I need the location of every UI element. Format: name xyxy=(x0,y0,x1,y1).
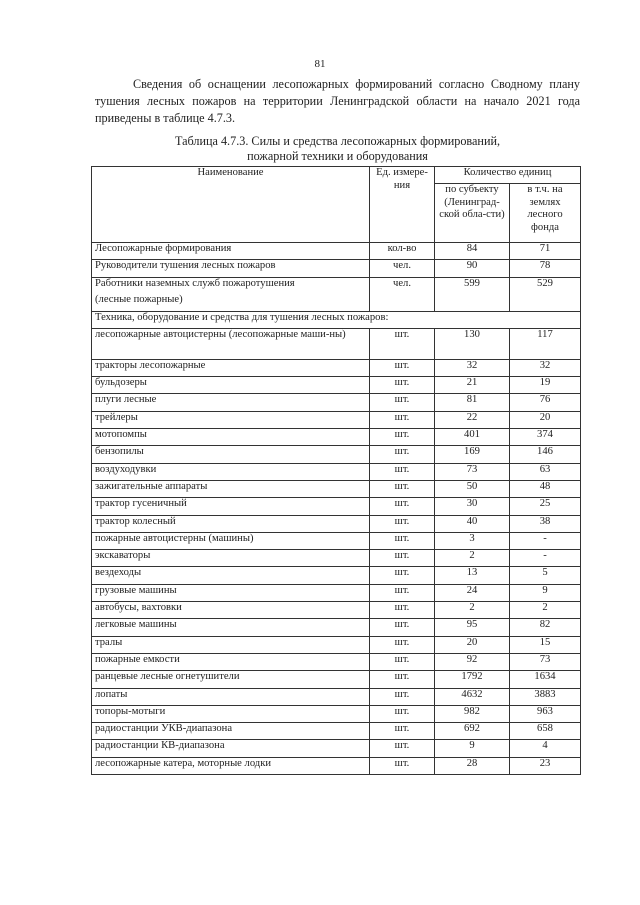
row-name: легковые машины xyxy=(92,619,370,636)
row-name: трейлеры xyxy=(92,411,370,428)
row-subject-value: 1792 xyxy=(435,671,510,688)
row-unit: шт. xyxy=(370,446,435,463)
row-subject-value: 24 xyxy=(435,584,510,601)
row-name: пожарные автоцистерны (машины) xyxy=(92,532,370,549)
row-subject-value: 21 xyxy=(435,377,510,394)
row-forest-value: 78 xyxy=(510,260,581,277)
row-subject-value: 32 xyxy=(435,359,510,376)
row-name: воздуходувки xyxy=(92,463,370,480)
row-name: плуги лесные xyxy=(92,394,370,411)
row-forest-value: 19 xyxy=(510,377,581,394)
table-row xyxy=(92,429,581,446)
row-subject-value: 169 xyxy=(435,446,510,463)
row-subject-value: 982 xyxy=(435,705,510,722)
row-forest-value: 76 xyxy=(510,394,581,411)
table-row xyxy=(92,446,581,463)
table-row xyxy=(92,515,581,532)
row-forest-value: 1634 xyxy=(510,671,581,688)
table-row xyxy=(92,602,581,619)
row-name: бензопилы xyxy=(92,446,370,463)
row-unit: шт. xyxy=(370,740,435,757)
row-forest-value: 4 xyxy=(510,740,581,757)
row-forest-value: 23 xyxy=(510,757,581,774)
header-quantity: Количество единиц xyxy=(435,167,581,184)
row-subject-value: 84 xyxy=(435,243,510,260)
row-unit: шт. xyxy=(370,515,435,532)
row-subject-value: 13 xyxy=(435,567,510,584)
row-forest-value: 73 xyxy=(510,653,581,670)
table-row xyxy=(92,498,581,515)
table-row xyxy=(92,411,581,428)
row-forest-value: - xyxy=(510,532,581,549)
row-subject-value: 20 xyxy=(435,636,510,653)
header-unit: Ед. измере-ния xyxy=(370,167,435,243)
row-name: топоры-мотыги xyxy=(92,705,370,722)
row-subject-value: 2 xyxy=(435,550,510,567)
row-forest-value: 32 xyxy=(510,359,581,376)
row-subject-value: 92 xyxy=(435,653,510,670)
row-unit: шт. xyxy=(370,429,435,446)
table-row xyxy=(92,653,581,670)
caption-line-2: пожарной техники и оборудования xyxy=(247,148,428,163)
row-subject-value: 2 xyxy=(435,602,510,619)
row-unit: шт. xyxy=(370,532,435,549)
table-row xyxy=(92,740,581,757)
table-row xyxy=(92,723,581,740)
table-row xyxy=(92,567,581,584)
row-unit: шт. xyxy=(370,688,435,705)
row-name: Лесопожарные формирования xyxy=(92,243,370,260)
row-name: радиостанции УКВ-диапазона xyxy=(92,723,370,740)
row-forest-value: 63 xyxy=(510,463,581,480)
table-row xyxy=(92,688,581,705)
table-row xyxy=(92,394,581,411)
row-name: Руководители тушения лесных пожаров xyxy=(92,260,370,277)
row-subject-value: 9 xyxy=(435,740,510,757)
table-row xyxy=(92,705,581,722)
row-subject-value: 3 xyxy=(435,532,510,549)
row-name: зажигательные аппараты xyxy=(92,480,370,497)
section-title: Техника, оборудование и средства для тушения лесных пожаров: xyxy=(92,311,581,328)
row-subject-value: 4632 xyxy=(435,688,510,705)
row-unit: шт. xyxy=(370,723,435,740)
row-unit: шт. xyxy=(370,671,435,688)
row-subject-value: 95 xyxy=(435,619,510,636)
row-name-line-1: Работники наземных служб пожаротушения xyxy=(95,277,295,289)
row-unit: шт. xyxy=(370,498,435,515)
row-forest-value: 658 xyxy=(510,723,581,740)
row-subject-value: 401 xyxy=(435,429,510,446)
row-unit: шт. xyxy=(370,550,435,567)
row-name-line-2: (лесные пожарные) xyxy=(95,294,183,306)
row-forest-value: - xyxy=(510,550,581,567)
row-unit: кол-во xyxy=(370,243,435,260)
row-subject-value: 73 xyxy=(435,463,510,480)
row-unit: шт. xyxy=(370,653,435,670)
row-subject-value: 81 xyxy=(435,394,510,411)
row-name: бульдозеры xyxy=(92,377,370,394)
row-unit: шт. xyxy=(370,636,435,653)
row-unit: шт. xyxy=(370,394,435,411)
header-subject: по субъекту (Ленинград-ской обла-сти) xyxy=(435,184,510,243)
row-forest-value: 38 xyxy=(510,515,581,532)
row-subject-value: 22 xyxy=(435,411,510,428)
row-name: пожарные емкости xyxy=(92,653,370,670)
row-subject-value: 130 xyxy=(435,328,510,359)
row-name: радиостанции КВ-диапазона xyxy=(92,740,370,757)
row-forest-value: 963 xyxy=(510,705,581,722)
row-unit: шт. xyxy=(370,359,435,376)
row-name: тралы xyxy=(92,636,370,653)
row-unit: шт. xyxy=(370,567,435,584)
row-forest-value: 3883 xyxy=(510,688,581,705)
row-forest-value: 20 xyxy=(510,411,581,428)
table-row xyxy=(92,584,581,601)
row-unit: чел. xyxy=(370,260,435,277)
page-number: 81 xyxy=(314,58,326,70)
table-row xyxy=(92,463,581,480)
row-forest-value: 9 xyxy=(510,584,581,601)
row-subject-value: 30 xyxy=(435,498,510,515)
row-unit: шт. xyxy=(370,463,435,480)
row-name: автобусы, вахтовки xyxy=(92,602,370,619)
row-unit: шт. xyxy=(370,619,435,636)
row-forest-value: 71 xyxy=(510,243,581,260)
row-forest-value: 374 xyxy=(510,429,581,446)
table-row xyxy=(92,671,581,688)
row-unit: шт. xyxy=(370,377,435,394)
row-unit: шт. xyxy=(370,757,435,774)
row-subject-value: 40 xyxy=(435,515,510,532)
header-name: Наименование xyxy=(92,167,370,243)
row-name: лесопожарные катера, моторные лодки xyxy=(92,757,370,774)
row-name: экскаваторы xyxy=(92,550,370,567)
table-row xyxy=(92,480,581,497)
row-forest-value: 15 xyxy=(510,636,581,653)
row-unit: шт. xyxy=(370,411,435,428)
table-row xyxy=(92,359,581,376)
row-subject-value: 50 xyxy=(435,480,510,497)
table-row xyxy=(92,328,581,359)
row-unit: чел. xyxy=(370,277,435,311)
header-forest: в т.ч. на землях лесного фонда xyxy=(510,184,581,243)
intro-paragraph: Сведения об оснащении лесопожарных формирований согласно Сводному плану тушения лесных пожаров на территории Ленинградской области на начало 2021 года приведены в таблице 4.7.3. xyxy=(95,77,580,125)
row-forest-value: 5 xyxy=(510,567,581,584)
table-row xyxy=(92,532,581,549)
row-forest-value: 2 xyxy=(510,602,581,619)
table-row xyxy=(92,243,581,260)
table-row xyxy=(92,550,581,567)
row-forest-value: 25 xyxy=(510,498,581,515)
row-unit: шт. xyxy=(370,480,435,497)
row-name: тракторы лесопожарные xyxy=(92,359,370,376)
row-name: трактор гусеничный xyxy=(92,498,370,515)
row-subject-value: 90 xyxy=(435,260,510,277)
row-unit: шт. xyxy=(370,584,435,601)
row-name: ранцевые лесные огнетушители xyxy=(92,671,370,688)
table-row xyxy=(92,260,581,277)
table-row xyxy=(92,277,581,311)
table-body xyxy=(92,243,581,775)
row-name: грузовые машины xyxy=(92,584,370,601)
row-subject-value: 692 xyxy=(435,723,510,740)
row-unit: шт. xyxy=(370,705,435,722)
row-name: вездеходы xyxy=(92,567,370,584)
row-forest-value: 48 xyxy=(510,480,581,497)
table-row xyxy=(92,757,581,774)
row-forest-value: 529 xyxy=(510,277,581,311)
table-row xyxy=(92,619,581,636)
row-forest-value: 82 xyxy=(510,619,581,636)
section-row xyxy=(92,311,581,328)
row-unit: шт. xyxy=(370,602,435,619)
row-name: мотопомпы xyxy=(92,429,370,446)
row-name: трактор колесный xyxy=(92,515,370,532)
caption-line-1: Таблица 4.7.3. Силы и средства лесопожарных формирований, xyxy=(174,134,501,148)
table-caption xyxy=(95,134,580,163)
row-name xyxy=(92,277,370,311)
table-row xyxy=(92,377,581,394)
row-subject-value: 599 xyxy=(435,277,510,311)
row-subject-value: 28 xyxy=(435,757,510,774)
row-forest-value: 146 xyxy=(510,446,581,463)
table-row xyxy=(92,636,581,653)
row-unit: шт. xyxy=(370,328,435,359)
equipment-table xyxy=(91,166,581,775)
row-forest-value: 117 xyxy=(510,328,581,359)
row-name: лопаты xyxy=(92,688,370,705)
row-name: лесопожарные автоцистерны (лесопожарные маши-ны) xyxy=(92,328,370,359)
